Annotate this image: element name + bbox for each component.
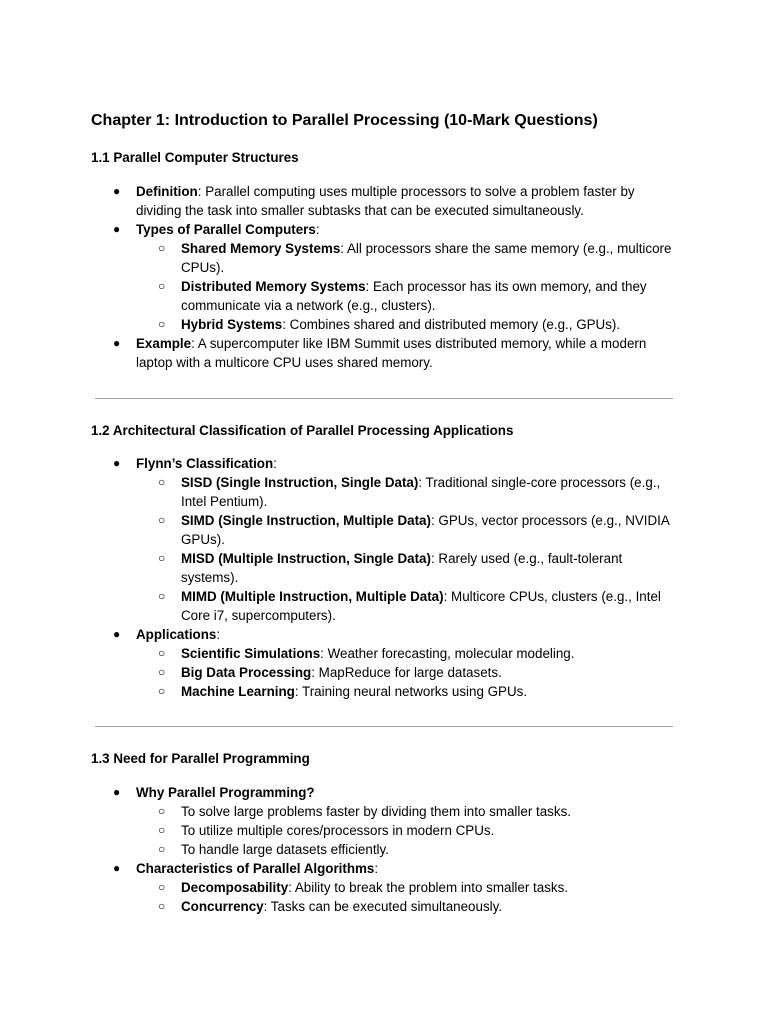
list-item xyxy=(0,454,768,473)
list-item xyxy=(0,587,768,625)
list-item xyxy=(0,549,768,587)
item-text: : Traditional single-core processors (e.g., Intel Pentium). xyxy=(181,475,661,509)
filled-bullet-icon: ● xyxy=(113,785,121,799)
section-heading-1-2: 1.2 Architectural Classification of Parallel Processing Applications xyxy=(91,423,514,438)
hollow-bullet-icon: ○ xyxy=(158,279,166,293)
list-item xyxy=(0,897,768,916)
hollow-bullet-icon: ○ xyxy=(158,513,166,527)
item-text: : xyxy=(216,627,221,642)
section-heading-1-1: 1.1 Parallel Computer Structures xyxy=(91,150,299,165)
item-term: SIMD (Single Instruction, Multiple Data) xyxy=(181,513,431,528)
filled-bullet-icon: ● xyxy=(113,336,121,350)
hollow-bullet-icon: ○ xyxy=(158,589,166,603)
list-item xyxy=(0,682,768,701)
list-item xyxy=(0,840,768,859)
list-item xyxy=(0,878,768,897)
item-text: : Tasks can be executed simultaneously. xyxy=(263,899,503,914)
filled-bullet-icon: ● xyxy=(113,222,121,236)
hollow-bullet-icon: ○ xyxy=(158,551,166,565)
item-text: : Each processor has its own memory, and they communicate via a network (e.g., clusters). xyxy=(181,279,647,313)
list-item xyxy=(0,182,768,220)
section-heading-1-3: 1.3 Need for Parallel Programming xyxy=(91,751,310,766)
section-list-1-1 xyxy=(0,182,768,372)
list-item xyxy=(0,315,768,334)
item-term: Types of Parallel Computers xyxy=(136,222,316,237)
item-term: Hybrid Systems xyxy=(181,317,283,332)
item-text: : Combines shared and distributed memory (e.g., GPUs). xyxy=(282,317,621,332)
section-divider xyxy=(95,398,673,399)
list-item xyxy=(0,802,768,821)
list-item xyxy=(0,821,768,840)
item-term: Distributed Memory Systems xyxy=(181,279,366,294)
item-term: Why Parallel Programming? xyxy=(136,785,315,800)
item-term: Example xyxy=(136,336,192,351)
filled-bullet-icon: ● xyxy=(113,627,121,641)
hollow-bullet-icon: ○ xyxy=(158,241,166,255)
item-term: Concurrency xyxy=(181,899,264,914)
section-list-1-2 xyxy=(0,454,768,701)
item-text: : MapReduce for large datasets. xyxy=(311,665,502,680)
hollow-bullet-icon: ○ xyxy=(158,475,166,489)
item-term: Big Data Processing xyxy=(181,665,312,680)
list-item xyxy=(0,220,768,239)
item-term: Machine Learning xyxy=(181,684,295,699)
list-item xyxy=(0,859,768,878)
chapter-title: Chapter 1: Introduction to Parallel Processing (10-Mark Questions) xyxy=(91,112,598,129)
hollow-bullet-icon: ○ xyxy=(158,646,166,660)
hollow-bullet-icon: ○ xyxy=(158,317,166,331)
item-text: : xyxy=(273,456,277,471)
item-term: Definition xyxy=(136,184,198,199)
list-item xyxy=(0,663,768,682)
filled-bullet-icon: ● xyxy=(113,456,121,470)
item-text: : Weather forecasting, molecular modeling. xyxy=(320,646,575,661)
item-text: : Multicore CPUs, clusters (e.g., Intel Core i7, supercomputers). xyxy=(181,589,661,623)
item-text: : Ability to break the problem into smaller tasks. xyxy=(288,880,568,895)
item-term: Applications xyxy=(136,627,217,642)
item-text: : xyxy=(374,861,379,876)
list-item xyxy=(0,511,768,549)
item-term: SISD (Single Instruction, Single Data) xyxy=(181,475,419,490)
item-text: : Training neural networks using GPUs. xyxy=(294,684,528,699)
item-text: To solve large problems faster by dividing them into smaller tasks. xyxy=(181,804,571,819)
filled-bullet-icon: ● xyxy=(113,184,121,198)
hollow-bullet-icon: ○ xyxy=(158,665,166,679)
item-text: : Rarely used (e.g., fault-tolerant systems). xyxy=(181,551,623,585)
list-item xyxy=(0,783,768,802)
item-text: : Parallel computing uses multiple processors to solve a problem faster by dividing the task into smaller subtasks that can be executed simultaneously. xyxy=(136,184,635,218)
item-term: MIMD (Multiple Instruction, Multiple Data) xyxy=(181,589,444,604)
hollow-bullet-icon: ○ xyxy=(158,684,166,698)
list-item xyxy=(0,473,768,511)
section-divider xyxy=(95,726,673,727)
item-text: : A supercomputer like IBM Summit uses distributed memory, while a modern laptop with a multicore CPU uses shared memory. xyxy=(136,336,647,370)
item-term: Decomposability xyxy=(181,880,289,895)
hollow-bullet-icon: ○ xyxy=(158,823,166,837)
list-item xyxy=(0,644,768,663)
item-text: To utilize multiple cores/processors in modern CPUs. xyxy=(181,823,495,838)
hollow-bullet-icon: ○ xyxy=(158,899,166,913)
hollow-bullet-icon: ○ xyxy=(158,880,166,894)
item-text: : All processors share the same memory (e.g., multicore CPUs). xyxy=(181,241,672,275)
item-text: : GPUs, vector processors (e.g., NVIDIA GPUs). xyxy=(181,513,670,547)
section-list-1-3 xyxy=(0,783,768,916)
list-item xyxy=(0,625,768,644)
list-item xyxy=(0,239,768,277)
item-term: MISD (Multiple Instruction, Single Data) xyxy=(181,551,431,566)
item-term: Characteristics of Parallel Algorithms xyxy=(136,861,375,876)
item-text: To handle large datasets efficiently. xyxy=(181,842,389,857)
list-item xyxy=(0,277,768,315)
hollow-bullet-icon: ○ xyxy=(158,842,166,856)
filled-bullet-icon: ● xyxy=(113,861,121,875)
item-term: Scientific Simulations xyxy=(181,646,321,661)
item-text: : xyxy=(315,222,320,237)
item-term: Shared Memory Systems xyxy=(181,241,341,256)
item-term: Flynn’s Classification xyxy=(136,456,274,471)
list-item xyxy=(0,334,768,372)
hollow-bullet-icon: ○ xyxy=(158,804,166,818)
